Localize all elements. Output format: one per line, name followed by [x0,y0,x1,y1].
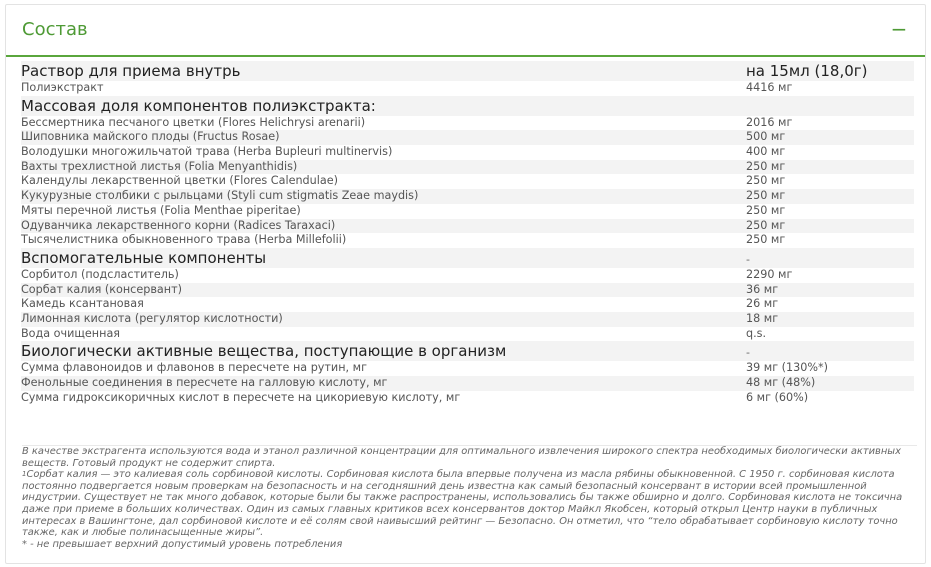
table-row [21,361,914,376]
panel-header[interactable] [6,5,925,57]
row-value: 250 мг [746,159,786,173]
panel-title: Состав [22,19,88,40]
row-value: 250 мг [746,189,786,203]
row-name: Раствор для приема внутрь [21,62,241,80]
row-value: 250 мг [746,233,786,247]
footnote-asterisk: * - не превышает верхний допустимый уровень потребления [22,538,343,550]
row-name: Володушки многожильчатой трава (Herba Bupleuri multinervis) [21,145,393,159]
footnote-mark: 1 [22,470,27,479]
row-name: Одуванчика лекарственного корни (Radices Taraxaci) [21,218,336,232]
row-value: 18 мг [746,311,779,325]
table-row [21,219,914,234]
section-row-bioactive [21,341,914,361]
row-name: Сумма флавоноидов и флавонов в пересчете на рутин, мг [21,361,367,375]
table-row [21,130,914,145]
table-row [21,268,914,283]
table-row [21,174,914,189]
table-row [21,391,914,406]
section-title: Вспомогательные компоненты [21,248,267,267]
row-value: 48 мг (48%) [746,376,816,389]
row-name: Вахты трехлистной листья (Folia Menyanthidis) [21,159,298,173]
row-name: Календулы лекарственной цветки (Flores Calendulae) [21,174,338,188]
row-name: Фенольные соединения в пересчете на галловую кислоту, мг [21,376,388,389]
row-value: 250 мг [746,218,786,232]
row-name: Сорбат калия (консервант) [21,282,182,296]
row-name: Вода очищенная [21,326,121,340]
row-name: Лимонная кислота (регулятор кислотности) [21,311,283,325]
section-row-extract [21,96,914,116]
row-name: Кукурузные столбики с рыльцами (Styli cum stigmatis Zeae maydis) [21,189,419,203]
composition-panel [5,4,926,564]
collapse-icon[interactable]: − [890,17,908,41]
row-name: Сорбитол (подсластитель) [21,267,179,281]
row-value: 2016 мг [746,115,793,129]
row-value: на 15мл (18,0г) [746,62,868,80]
table-row [21,160,914,175]
row-value: 400 мг [746,145,786,159]
table-row [21,376,914,391]
row-value: 26 мг [746,297,779,311]
table-row [21,297,914,312]
section-value: - [746,252,750,266]
section-row-auxiliary [21,248,914,268]
row-value: 250 мг [746,203,786,217]
row-name: Тысячелистника обыкновенного трава (Herba Millefolii) [21,233,347,247]
row-name: Мяты перечной листья (Folia Menthae piperitae) [21,203,301,217]
row-value: 36 мг [746,282,779,296]
table-row [21,327,914,342]
row-value: 250 мг [746,174,786,188]
composition-table [21,61,914,405]
row-value: 39 мг (130%*) [746,361,828,375]
row-value: 500 мг [746,130,786,144]
footnote-extractant: В качестве экстрагента используются вода и этанол различной концентрации для оптимального извлечения широкого спектра необходимых биологически активных веществ. Готовый продукт не содержит спирта. [22,446,901,469]
section-value: - [746,346,750,360]
table-row [21,189,914,204]
row-value: 4416 мг [746,81,793,94]
row-value: 2290 мг [746,267,793,281]
row-name: Камедь ксантановая [21,297,144,311]
table-row [21,145,914,160]
section-title: Массовая доля компонентов полиэкстракта: [21,96,376,115]
table-row [21,204,914,219]
table-row [21,283,914,298]
table-row [21,81,914,96]
table-row [21,233,914,248]
row-value: 6 мг (60%) [746,390,809,404]
section-title: Биологически активные вещества, поступающие в организм [21,342,507,361]
row-value: q.s. [746,326,767,340]
row-name: Бессмертника песчаного цветки (Flores Helichrysi arenarii) [21,115,366,129]
table-row [21,312,914,327]
footnote-sorbate [22,469,917,539]
row-name: Шиповника майского плоды (Fructus Rosae) [21,130,280,144]
footnote-text: Сорбат калия — это калиевая соль сорбиновой кислоты. Сорбиновая кислота была впервые получена из масла рябины обыкновенной. С 1950 г. сорбиновая кислота постоянно подвергается новым проверкам на безопасность и на сегодняшний день известна как самый безопасный консервант в истории всей промышленной индустрии. Существует не так много добавок, которые были бы также распространены, использовались бы также обширно и долго. Сорбиновая кислота не токсична даже при приеме в больших количествах. Один из самых главных критиков всех консервантов доктор Майкл Якобсен, который открыл Центр науки в публичных интересах в Вашингтоне, дал сорбиновой кислоте и её солям свой наивысший рейтинг — Безопасно. Он отметил, что “тело обрабатывает сорбиновую кислоту точно также, как и любые полинасыщенные жиры”. [22,469,903,539]
row-name: Полиэкстракт [21,81,104,94]
table-row [21,116,914,131]
table-row-main [21,61,914,81]
footnotes [22,445,917,550]
row-name: Сумма гидроксикоричных кислот в пересчете на цикориевую кислоту, мг [21,390,461,404]
